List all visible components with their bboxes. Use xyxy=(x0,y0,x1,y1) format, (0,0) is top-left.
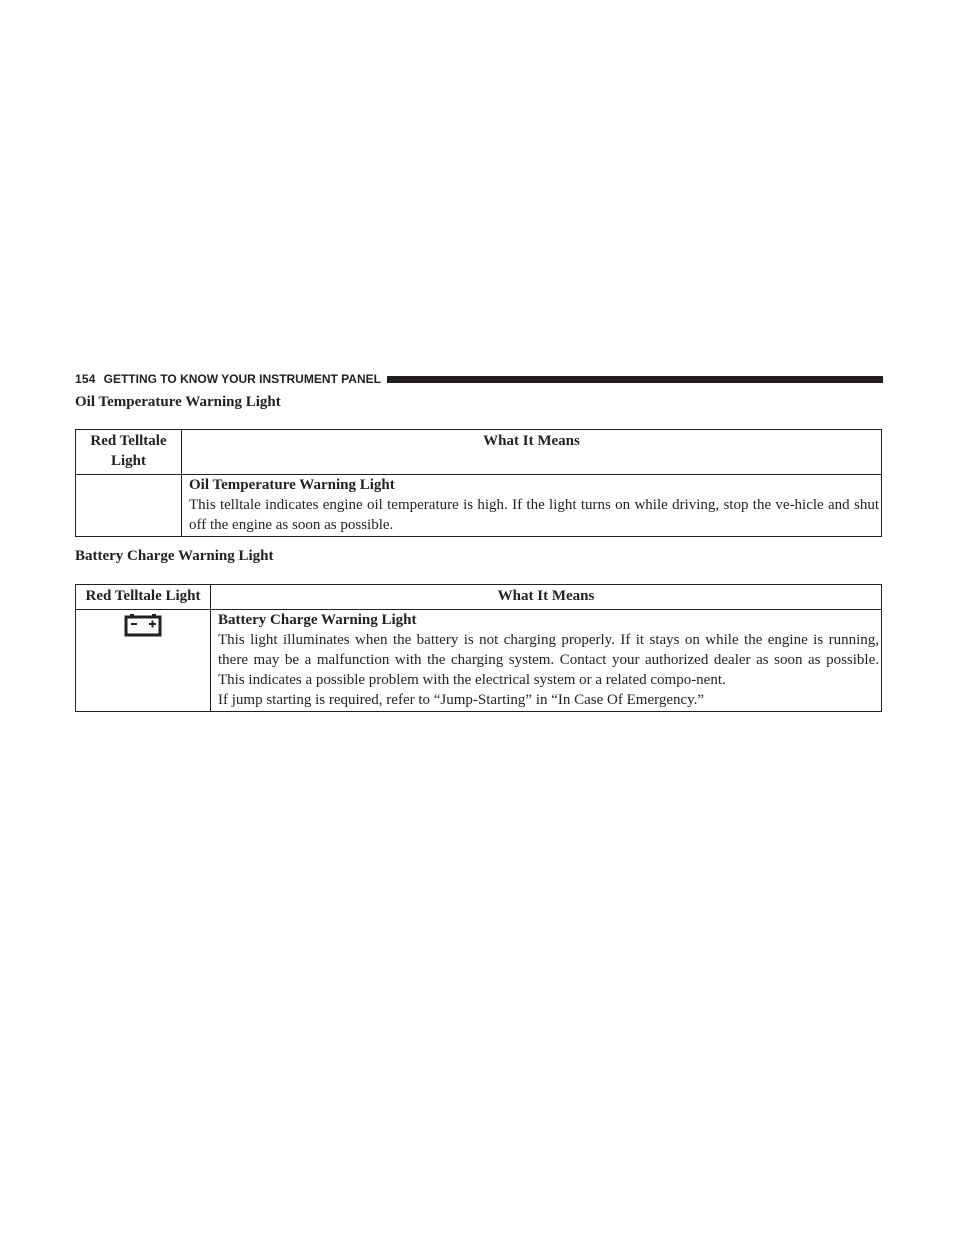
column-header-what-it-means: What It Means xyxy=(211,585,882,610)
oil-temperature-table xyxy=(75,429,882,537)
description-text: This light illuminates when the battery is not charging properly. If it stays on while the engine is running, there may be a malfunction with the charging system. Contact your authorized dealer as soon as possible. This indicates a possible problem with the electrical system or a related compo-nent. xyxy=(218,632,879,688)
section-heading-battery-charge: Battery Charge Warning Light xyxy=(75,548,274,564)
battery-charge-table xyxy=(75,584,882,712)
column-header-red-telltale-light: Red Telltale Light xyxy=(76,585,211,610)
telltale-icon-cell xyxy=(76,475,182,537)
section-heading-oil-temperature: Oil Temperature Warning Light xyxy=(75,394,281,410)
table-header-row xyxy=(76,585,882,610)
description-cell xyxy=(182,475,882,537)
description-text: This telltale indicates engine oil temperature is high. If the light turns on while driving, stop the ve-hicle and shut off the engine as soon as possible. xyxy=(189,497,879,533)
column-header-red-telltale-light: Red Telltale Light xyxy=(76,430,182,475)
description-cell xyxy=(211,610,882,712)
description-title: Battery Charge Warning Light xyxy=(218,612,417,628)
column-header-what-it-means: What It Means xyxy=(182,430,882,475)
header-rule xyxy=(387,376,883,383)
table-row xyxy=(76,475,882,537)
chapter-title: GETTING TO KNOW YOUR INSTRUMENT PANEL xyxy=(103,372,381,386)
page-number: 154 xyxy=(75,372,96,386)
description-title: Oil Temperature Warning Light xyxy=(189,477,395,493)
description-note: If jump starting is required, refer to “Jump-Starting” in “In Case Of Emergency.” xyxy=(218,692,705,708)
battery-icon xyxy=(124,613,162,637)
table-row xyxy=(76,610,882,712)
telltale-icon-cell xyxy=(76,610,211,712)
page-header xyxy=(75,371,883,387)
table-header-row xyxy=(76,430,882,475)
